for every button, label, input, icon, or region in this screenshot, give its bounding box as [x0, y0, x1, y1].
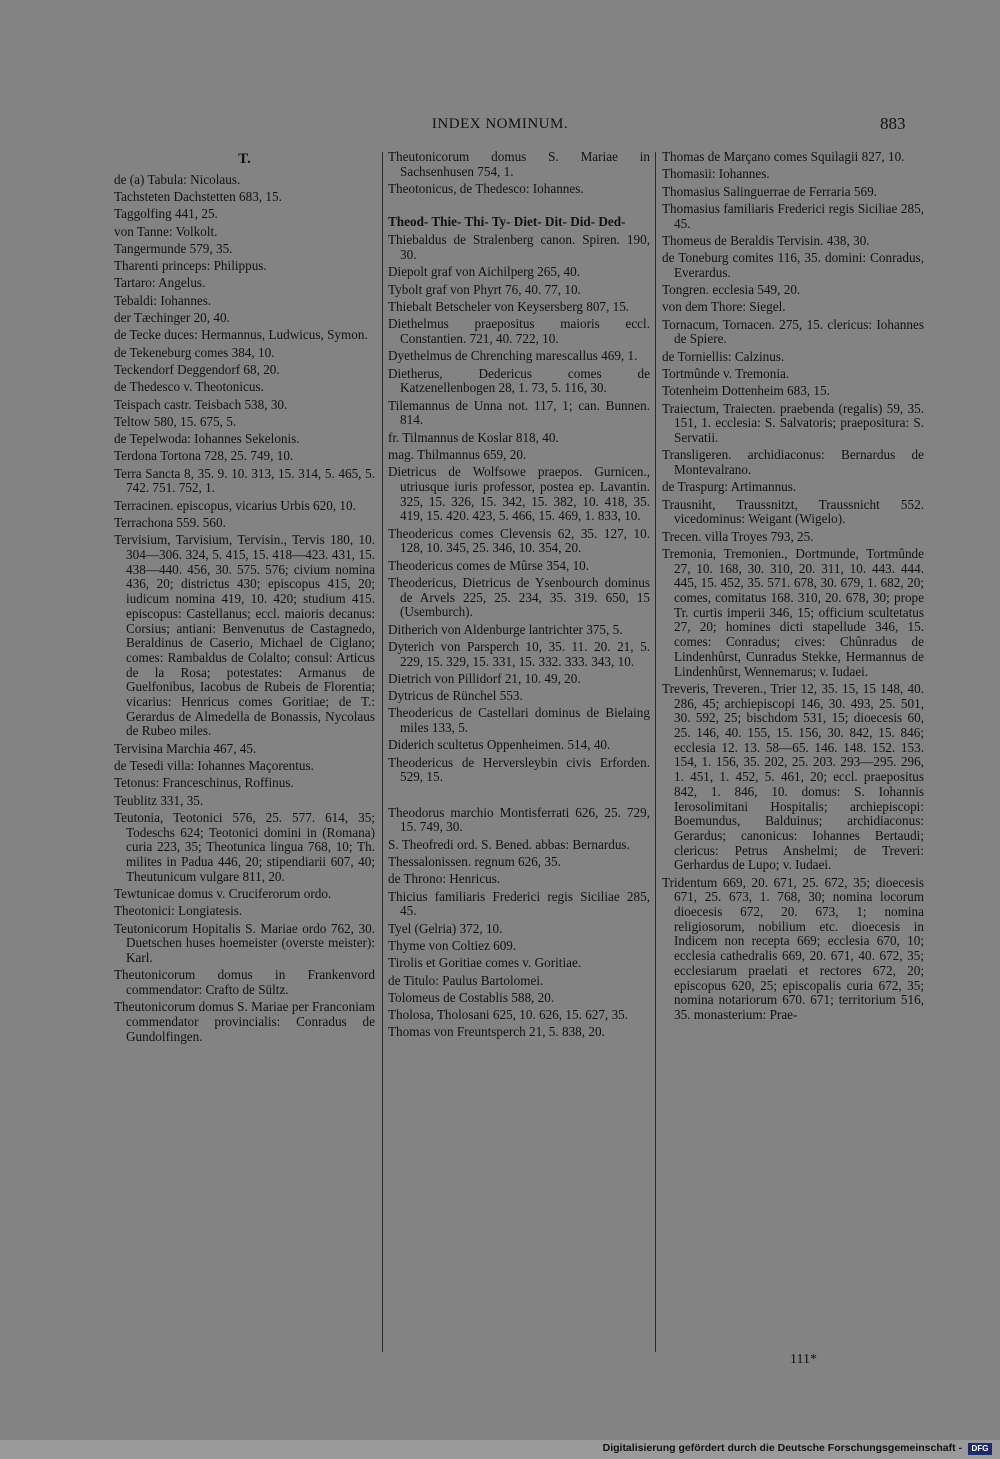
index-entry: Tyel (Gelria) 372, 10. — [388, 920, 503, 936]
index-entry: Tewtunicae domus v. Cruciferorum ordo. — [114, 886, 332, 902]
index-entry: Tybolt graf von Phyrt 76, 40. 77, 10. — [388, 281, 581, 297]
running-header-title: INDEX NOMINUM. — [431, 116, 569, 132]
index-entry: Terracinen. episcopus, vicarius Urbis 620, 10. — [114, 497, 356, 513]
index-entry: Trecen. villa Troyes 793, 25. — [662, 528, 814, 544]
index-entry: Traiectum, Traiecten. praebenda (regalis) 59, 35. 151, 1. ecclesia: S. Salvatoris; praepositura: S. Servatii. — [662, 400, 924, 446]
index-entry: Tervisina Marchia 467, 45. — [114, 740, 257, 756]
index-entry: mag. Thilmannus 659, 20. — [388, 446, 527, 462]
entry-list — [388, 806, 650, 1040]
index-entry: de Throno: Henricus. — [388, 871, 501, 887]
index-entry: Tharenti princeps: Philippus. — [114, 258, 267, 274]
index-entry: Dietricus de Wolfsowe praepos. Gurnicen., utriusque iuris professor, postea ep. Lavantin. 325, 15. 326, 15. 342, 15. 382, 10. 418, 35. 419, 15. 420. 423, 5. 466, 15. 469, 1. 833, 10. — [388, 464, 650, 524]
entry-list — [388, 233, 650, 785]
index-entry: Thicius familiaris Frederici regis Siciliae 285, 45. — [388, 888, 650, 919]
index-entry: Theutonicorum domus S. Mariae per Franconiam commendator provincialis: Conradus de Gundolfingen. — [114, 999, 375, 1044]
index-entry: Tachsteten Dachstetten 683, 15. — [114, 189, 282, 204]
footer-credit: Digitalisierung gefördert durch die Deutsche Forschungsgemeinschaft - — [602, 1442, 962, 1454]
entry-list — [662, 150, 924, 1023]
index-entry: Tartaro: Angelus. — [114, 275, 206, 291]
index-entry: de Toneburg comites 116, 35. domini: Conradus, Everardus. — [662, 250, 924, 280]
index-entry: Thomeus de Beraldis Tervisin. 438, 30. — [662, 232, 870, 248]
index-entry: der Tæchinger 20, 40. — [114, 310, 230, 326]
index-entry: Thessalonissen. regnum 626, 35. — [388, 854, 561, 870]
index-column-1 — [114, 150, 375, 1047]
index-entry: fr. Tilmannus de Koslar 818, 40. — [388, 429, 559, 445]
index-entry: Taggolfing 441, 25. — [114, 206, 218, 222]
index-entry: Dietherus, Dedericus comes de Katzenellenbogen 28, 1. 73, 5. 116, 30. — [388, 365, 650, 396]
index-entry: Tangermunde 579, 35. — [114, 240, 233, 256]
index-entry: de Titulo: Paulus Bartolomei. — [388, 972, 544, 988]
page-number: 883 — [880, 114, 906, 133]
index-entry: Theodericus comes de Mûrse 354, 10. — [388, 557, 590, 573]
index-entry: Thomasii: Iohannes. — [662, 166, 770, 182]
index-entry: de Tekeneburg comes 384, 10. — [114, 344, 275, 360]
signature-mark: 111* — [790, 1352, 817, 1367]
index-entry: Teckendorf Deggendorf 68, 20. — [114, 361, 280, 377]
index-entry: Dyterich von Parsperch 10, 35. 11. 20. 21, 5. 229, 15. 329, 15. 331, 15. 332. 333. 343, 10. — [388, 638, 650, 669]
index-entry: de Tepelwoda: Iohannes Sekelonis. — [114, 431, 300, 447]
index-entry: Treveris, Treveren., Trier 12, 35. 15, 15 148, 40. 286, 45; archiepiscopi 146, 30. 493, 25. 501, 30. 592, 25; bischdom 531, 15; dioecesis 60, 25. 146, 40. 155, 15. 156, 30. 842, 15. 846; ecclesia 12. 13. 58—65. 146. 148. 152. 153. 154, 1. 156, 35. 202, 25. 203. 293—295. 296, 1. 451, 1. 452, 5. 461, 20; eccl. praepositus 842, 1. 846, 10. domus: S. Iohannis Ierosolimitani Hospitalis; archiepiscopi: Boemundus, Balduinus; archidiaconus: Gerardus; canonicus: Iohannes Bertaudi; clericus: Petrus Anshelmi; de Treveri: Gerhardus de Lupo; v. Iudaei. — [662, 680, 924, 873]
index-entry: Theodericus, Dietricus de Ysenbourch dominus de Arvels 225, 25. 234, 35. 319. 650, 15 (Usemburch). — [388, 574, 650, 620]
index-entry: Trausniht, Traussnitzt, Traussnicht 552. vicedominus: Weigant (Wigelo). — [662, 496, 924, 527]
index-entry: Thomas de Marçano comes Squilagii 827, 10. — [662, 149, 905, 164]
index-entry: Dytricus de Rünchel 553. — [388, 688, 523, 704]
index-column-2 — [388, 150, 650, 1043]
index-entry: Theutonicorum domus S. Mariae in Sachsenhusen 754, 1. — [388, 149, 650, 179]
dfg-logo: DFG — [968, 1443, 992, 1455]
index-entry: Thomas von Freuntsperch 21, 5. 838, 20. — [388, 1024, 605, 1040]
index-entry: Terra Sancta 8, 35. 9. 10. 313, 15. 314, 5. 465, 5. 742. 751. 752, 1. — [114, 465, 375, 496]
index-entry: Tilemannus de Unna not. 117, 1; can. Bunnen. 814. — [388, 397, 650, 428]
index-entry: Teublitz 331, 35. — [114, 792, 204, 808]
index-entry: Tolomeus de Costablis 588, 20. — [388, 989, 555, 1005]
index-entry: Totenheim Dottenheim 683, 15. — [662, 383, 830, 399]
index-entry: Teispach castr. Teisbach 538, 30. — [114, 396, 288, 412]
index-entry: Theodericus comes Clevensis 62, 35. 127, 10. 128, 10. 345, 25. 346, 10. 354, 20. — [388, 525, 650, 556]
index-entry: de Thedesco v. Theotonicus. — [114, 379, 264, 395]
index-entry: Transligeren. archidiaconus: Bernardus de Montevalrano. — [662, 447, 924, 478]
index-entry: de Tesedi villa: Iohannes Maçorentus. — [114, 758, 314, 774]
index-entry: Tirolis et Goritiae comes v. Goritiae. — [388, 955, 582, 971]
index-entry: Diethelmus praepositus maioris eccl. Constantien. 721, 40. 722, 10. — [388, 316, 650, 346]
index-entry: Theutonicorum domus in Frankenvord commendator: Crafto de Sültz. — [114, 967, 375, 998]
index-entry: Terdona Tortona 728, 25. 749, 10. — [114, 448, 294, 464]
index-entry: Tongren. ecclesia 549, 20. — [662, 282, 801, 298]
index-entry: Thomasius familiaris Frederici regis Siciliae 285, 45. — [662, 200, 924, 231]
index-entry: Tholosa, Tholosani 625, 10. 626, 15. 627, 35. — [388, 1007, 629, 1023]
index-column-3 — [662, 150, 924, 1025]
section-letter: T. — [238, 151, 251, 167]
index-entry: Tebaldi: Iohannes. — [114, 292, 212, 308]
index-entry: de (a) Tabula: Nicolaus. — [114, 171, 241, 187]
blank-space — [388, 788, 650, 806]
index-entry: S. Theofredi ord. S. Bened. abbas: Bernardus. — [388, 836, 630, 852]
index-entry: Thyme von Coltiez 609. — [388, 937, 517, 953]
index-entry: Theotonicus, de Thedesco: Iohannes. — [388, 181, 584, 196]
index-entry: Teutonia, Teotonici 576, 25. 577. 614, 35; Todeschs 624; Teotonici domini in (Romana) curia 223, 35; Theotunica lingua 768, 10; Th. milites in Padua 446, 20; stipendiarii 607, 40; Theutunicum vulgare 811, 20. — [114, 809, 375, 884]
index-entry: Tortmûnde v. Tremonia. — [662, 366, 790, 382]
index-entry: Tervisium, Tarvisium, Tervisin., Tervis 180, 10. 304—306. 324, 5. 415, 15. 418—423. 431, 15. 438—440. 456, 30. 575. 576; civium nomina 436, 20; districtus 430; episcopus 415, 20; iudicum nomina 419, 10. 420; studium 415. episcopus: Castellanus; eccl. maioris decanus: Corsius; antiani: Benvenutus de Castagnedo, Beraldinus de Caserio, Michael de Ciglano; comes: Rambaldus de Colalto; consul: Articus de la Rosa; potestates: Armanus de Guelfonibus, Iacobus de Rubeis de Florentia; vicarius: Henricus comes Goritiae; de T.: Gerardus de Almedella de Bonassis, Nycolaus de Rubeo miles. — [114, 532, 375, 739]
index-entry: Theodericus de Herversleybin civis Erforden. 529, 15. — [388, 754, 650, 785]
index-entry: de Torniellis: Calzinus. — [662, 348, 785, 364]
entry-list — [114, 173, 375, 1045]
index-entry: Dietrich von Pillidorf 21, 10. 49, 20. — [388, 670, 581, 686]
column-divider — [382, 152, 383, 1352]
index-entry: de Traspurg: Artimannus. — [662, 479, 797, 495]
index-entry: Thomasius Salinguerrae de Ferraria 569. — [662, 183, 877, 199]
index-entry: Thiebalt Betscheler von Keysersberg 807, 15. — [388, 299, 630, 314]
index-entry: Tremonia, Tremonien., Dortmunde, Tortmûnde 27, 10. 168, 30. 310, 20. 311, 10. 443. 444. 445, 15. 452, 35. 571. 678, 30. 679, 1. 682, 20; comes, comitatus 168. 310, 20. 678, 30; prope Tr. curtis imperii 346, 15; officium scultetatus 27, 20; homines dicti stapellude 346, 15. comes: Conradus; cives: Chûnradus de Lindenhûrst, Cunradus Stekke, Hermannus de Lindenhûrst, Wennemarus; v. Iudaei. — [662, 545, 924, 679]
index-entry: Theotonici: Longiatesis. — [114, 903, 243, 919]
index-entry: Theodericus de Castellari dominus de Bielaing miles 133, 5. — [388, 705, 650, 736]
index-entry: Diderich scultetus Oppenheimen. 514, 40. — [388, 737, 611, 753]
index-entry: Teltow 580, 15. 675, 5. — [114, 413, 237, 429]
index-entry: Tornacum, Tornacen. 275, 15. clericus: Iohannes de Spiere. — [662, 316, 924, 347]
index-entry: Ditherich von Aldenburge lantrichter 375, 5. — [388, 621, 623, 637]
index-entry: von dem Thore: Siegel. — [662, 299, 786, 315]
index-entry: Tridentum 669, 20. 671, 25. 672, 35; dioecesis 671, 25. 673, 1. 768, 30; nomina locorum dioecesis 672, 20. 673, 1; nomina religiosorum, nobilium etc. dioecesis in Indicem non recepta 669; ecclesia 670, 10; ecclesia cathedralis 669, 20. 671, 40. 672, 35; ecclesiarum praelati et rectores 672, 20; episcopus 620, 25; episcopalis curia 672, 35; nomina notariorum 670. 671; territorium 516, 35. monasterium: Prae- — [662, 874, 924, 1022]
index-entry: Tetonus: Franceschinus, Roffinus. — [114, 775, 294, 791]
entry-list — [388, 150, 650, 197]
column-divider — [655, 152, 656, 1352]
index-entry: Thiebaldus de Stralenberg canon. Spiren. 190, 30. — [388, 232, 650, 263]
index-entry: de Tecke duces: Hermannus, Ludwicus, Symon. — [114, 327, 368, 343]
index-entry: Dyethelmus de Chrenching marescallus 469, 1. — [388, 348, 638, 364]
index-entry: Diepolt graf von Aichilperg 265, 40. — [388, 264, 581, 280]
index-entry: Theodorus marchio Montisferrati 626, 25. 729, 15. 749, 30. — [388, 804, 650, 835]
index-entry: Terrachona 559. 560. — [114, 515, 226, 531]
group-heading: Theod- Thie- Thi- Ty- Diet- Dit- Did- Ded- — [388, 213, 626, 229]
index-entry: von Tanne: Volkolt. — [114, 223, 218, 239]
index-entry: Teutonicorum Hopitalis S. Mariae ordo 762, 30. Duetschen huses hoemeister (overste meister): Karl. — [114, 920, 375, 966]
footer-bar — [0, 1440, 1000, 1459]
